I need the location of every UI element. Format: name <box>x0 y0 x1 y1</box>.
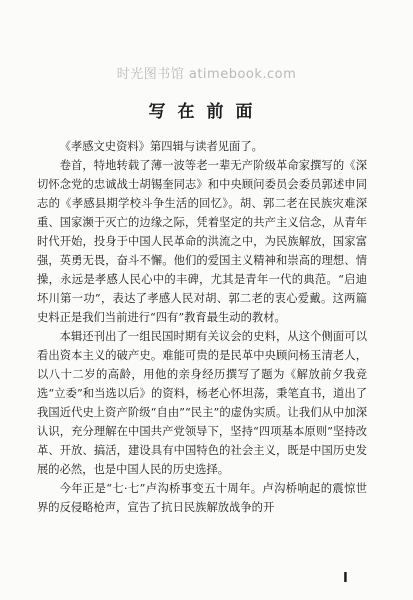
paragraph: 《孝感文史资料》第四辑与读者见面了。 <box>59 140 263 153</box>
watermark: 时光图书馆 atimebook.com <box>116 67 297 82</box>
paragraph: 今年正是“七·七”卢沟桥事变五十周年。卢沟桥响起的震惊世界的反侵略枪声，宣告了抗日民族解放战争的开 <box>37 482 367 514</box>
paragraph: 卷首，特地转载了薄一波等老一辈无产阶级革命家撰写的《深切怀念党的忠诚战士胡锡奎同志》和中央顾问委员会委员郭述申同志的《孝感县期学校斗争生活的回忆》。胡、郭二老在民族灾难深重、国家濒于灭亡的边缘之际，凭着坚定的共产主义信念，从青年时代开始，投身于中国人民革命的洪流之中，为民族解放，国家富强，英勇无畏，奋斗不懈。他们的爱国主义精神和崇高的理想、情操，永远是孝感人民心中的丰碑，尤其是青年一代的典范。“启迪坏川第一功”，表达了孝感人民对胡、郭二老的衷心爱戴。这两篇史料正是我们当前进行“四有”教育最生动的教材。 <box>37 159 367 324</box>
body-text <box>37 137 367 517</box>
page-number: I <box>343 571 348 586</box>
paragraph: 本辑还刊出了一组民国时期有关议会的史料，从这个侧面可以看出资本主义的破产史。难能可贵的是民革中央顾问杨玉清老人，以八十二岁的高龄，用他的亲身经历撰写了题为《解放前夕我竞选“立委”和当选以后》的资料，杨老心怀坦荡，秉笔直书，道出了我国近代史上资产阶级“自由”“民主”的虚伪实质。让我们从中加深认识，充分理解在中国共产党领导下，坚持“四项基本原则”坚持改革、开放、搞活，建设具有中国特色的社会主义，既是中国历史发展的必然，也是中国人民的历史选择。 <box>37 330 367 476</box>
page-title: 写在前面 <box>148 102 265 122</box>
